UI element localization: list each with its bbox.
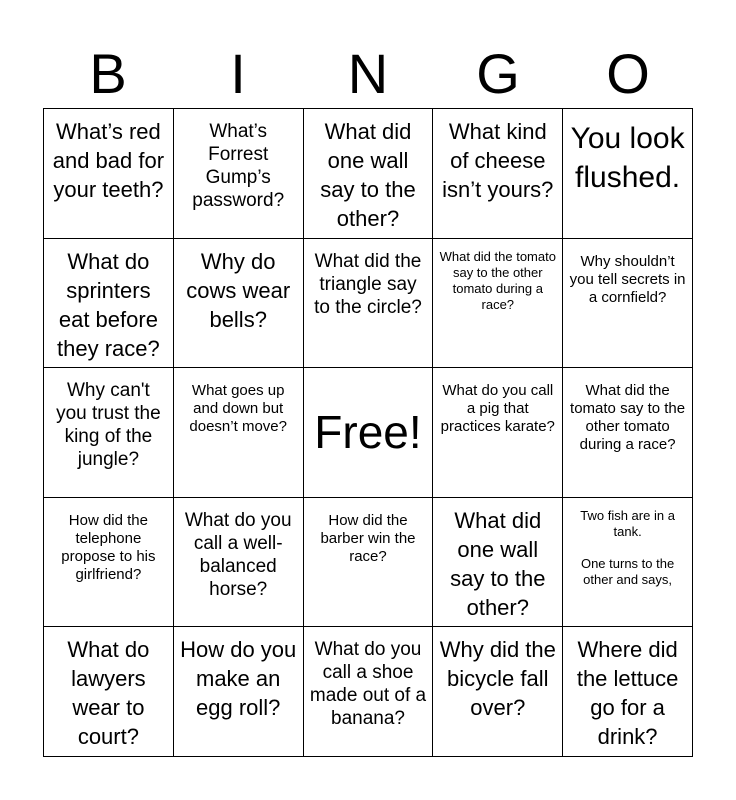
- bingo-cell-r4-c5: [563, 498, 693, 628]
- bingo-cell-text: Free!: [314, 406, 422, 459]
- bingo-cell-r4-c4: [433, 498, 563, 628]
- bingo-cell-r1-c4: [433, 109, 563, 239]
- bingo-cell-text: What did one wall say to the other?: [450, 507, 546, 620]
- bingo-cell-r5-c3: [304, 627, 434, 757]
- bingo-cell-text: What kind of cheese isn’t yours?: [442, 119, 554, 202]
- bingo-cell-r5-c5: [563, 627, 693, 757]
- bingo-cell-r2-c1: [44, 239, 174, 369]
- bingo-cell-r3-c4: [433, 368, 563, 498]
- bingo-cell-r3-c1: [44, 368, 174, 498]
- bingo-cell-r2-c2: [174, 239, 304, 369]
- bingo-cell-text: How did the telephone propose to his girlfriend?: [61, 511, 156, 583]
- bingo-cell-text: What do sprinters eat before they race?: [57, 248, 160, 361]
- bingo-cell-text: How did the barber win the race?: [320, 511, 416, 565]
- bingo-cell-text: Why did the bicycle fall over?: [439, 637, 556, 721]
- bingo-cell-text: What do you call a shoe made out of a banana?: [309, 639, 427, 730]
- bingo-cell-r5-c4: [433, 627, 563, 757]
- bingo-cell-r1-c3: [304, 109, 434, 239]
- bingo-cell-text: How do you make an egg roll?: [180, 637, 297, 721]
- bingo-cell-text: What did the tomato say to the other tomato during a race?: [439, 248, 556, 312]
- bingo-cell-text: What do lawyers wear to court?: [67, 637, 150, 750]
- bingo-cell-text: What did the tomato say to the other tomato during a race?: [570, 382, 686, 454]
- bingo-cell-r2-c5: [563, 239, 693, 369]
- header-letter-g: G: [476, 42, 520, 105]
- bingo-cell-r1-c2: [174, 109, 304, 239]
- bingo-header: [43, 40, 693, 108]
- bingo-cell-text: Why do cows wear bells?: [186, 248, 291, 332]
- bingo-cell-r4-c1: [44, 498, 174, 628]
- bingo-cell-free-space: [304, 368, 434, 498]
- bingo-cell-text: Where did the lettuce go for a drink?: [576, 637, 679, 750]
- bingo-cell-text: What do you call a well-balanced horse?: [184, 509, 292, 600]
- bingo-cell-r3-c2: [174, 368, 304, 498]
- header-letter-b: B: [89, 42, 127, 105]
- bingo-cell-text: What did the triangle say to the circle?: [314, 250, 422, 318]
- bingo-cell-r5-c2: [174, 627, 304, 757]
- bingo-cell-text: What goes up and down but doesn’t move?: [189, 382, 287, 436]
- bingo-cell-r1-c5: [563, 109, 693, 239]
- bingo-cell-text: Why can't you trust the king of the jungle?: [56, 380, 161, 471]
- bingo-cell-r4-c2: [174, 498, 304, 628]
- bingo-card-grid: [43, 108, 693, 757]
- bingo-cell-text: You look flushed.: [570, 122, 685, 194]
- bingo-cell-r4-c3: [304, 498, 434, 628]
- bingo-cell-text: Why shouldn’t you tell secrets in a cornfield?: [569, 252, 686, 306]
- bingo-cell-r1-c1: [44, 109, 174, 239]
- header-letter-n: N: [347, 42, 389, 105]
- bingo-cell-text: What did one wall say to the other?: [320, 119, 416, 231]
- bingo-cell-text: Two fish are in a tank. One turns to the other and says,: [580, 507, 675, 587]
- bingo-cell-r2-c4: [433, 239, 563, 369]
- bingo-cell-r2-c3: [304, 239, 434, 369]
- bingo-cell-text: What’s red and bad for your teeth?: [52, 119, 165, 202]
- header-letter-o: O: [606, 42, 650, 105]
- bingo-cell-r3-c5: [563, 368, 693, 498]
- header-letter-i: I: [230, 42, 246, 105]
- bingo-cell-text: What do you call a pig that practices karate?: [440, 382, 555, 436]
- bingo-cell-text: What’s Forrest Gump’s password?: [192, 121, 285, 211]
- bingo-cell-r5-c1: [44, 627, 174, 757]
